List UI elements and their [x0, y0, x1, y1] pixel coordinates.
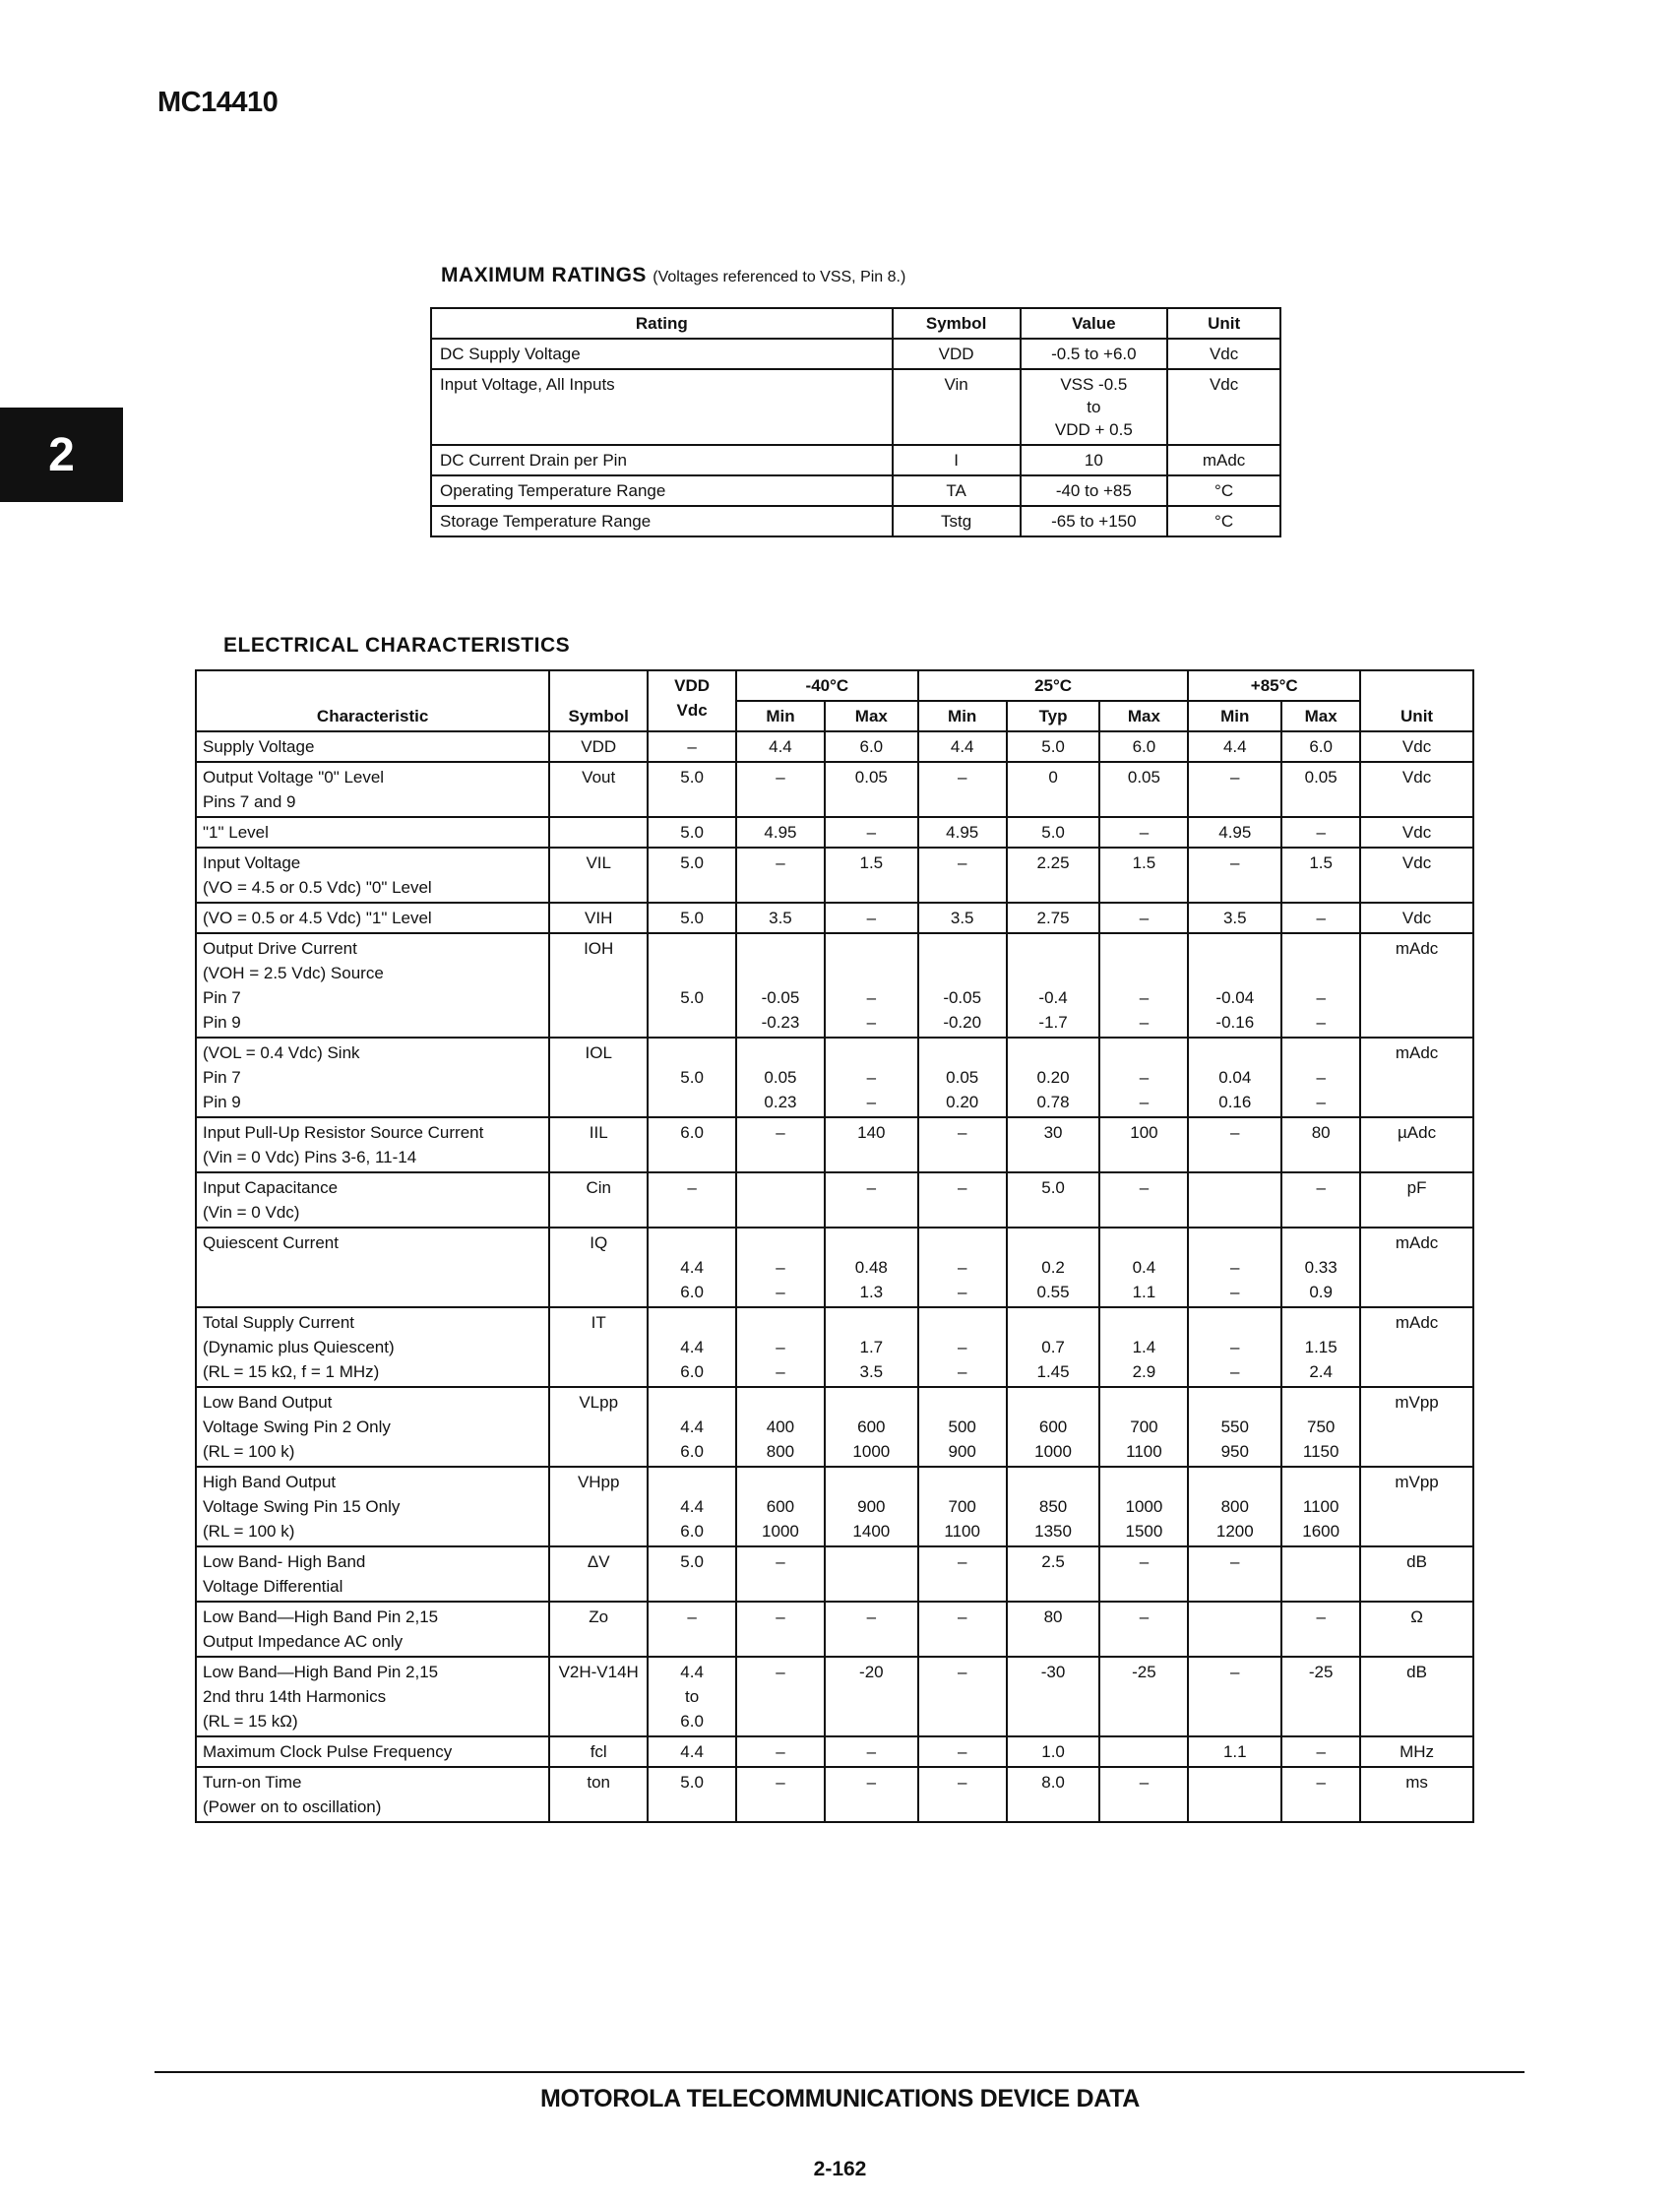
ec-header-row-1	[196, 670, 1473, 701]
t25-max-cell: –	[1099, 1602, 1188, 1657]
m40-max-cell: 600 1000	[825, 1387, 918, 1467]
m40-max-cell: 1.7 3.5	[825, 1307, 918, 1387]
m40-min-cell: 3.5	[736, 903, 825, 933]
t25-typ-cell: 2.25	[1007, 848, 1100, 903]
t25-min-cell: –	[918, 1767, 1007, 1822]
header-rating: Rating	[431, 308, 893, 339]
value-cell: VSS -0.5 to VDD + 0.5	[1021, 369, 1168, 445]
ec-row	[196, 1767, 1473, 1822]
symbol-cell: fcl	[549, 1736, 648, 1767]
p85-min-cell: 550 950	[1188, 1387, 1281, 1467]
m40-max-cell: 0.05	[825, 762, 918, 817]
p85-min-cell: –	[1188, 1117, 1281, 1172]
symbol-cell: ton	[549, 1767, 648, 1822]
p85-max-cell: –	[1281, 903, 1360, 933]
unit-cell: Vdc	[1360, 903, 1473, 933]
characteristic-cell: (VOL = 0.4 Vdc) Sink Pin 7 Pin 9	[196, 1038, 549, 1117]
t25-max-cell: 100	[1099, 1117, 1188, 1172]
t25-max-cell: 1.5	[1099, 848, 1188, 903]
p85-max-cell: 1.5	[1281, 848, 1360, 903]
symbol-cell: VIL	[549, 848, 648, 903]
vdd-cell: 4.4 6.0	[648, 1307, 736, 1387]
characteristic-cell: Input Capacitance (Vin = 0 Vdc)	[196, 1172, 549, 1228]
symbol-cell: I	[893, 445, 1021, 475]
p85-max-cell: 0.33 0.9	[1281, 1228, 1360, 1307]
t25-typ-cell: 5.0	[1007, 1172, 1100, 1228]
rating-cell: Operating Temperature Range	[431, 475, 893, 506]
p85-min-cell: –	[1188, 848, 1281, 903]
m40-max-cell: 0.48 1.3	[825, 1228, 918, 1307]
t25-typ-cell: 2.5	[1007, 1546, 1100, 1602]
symbol-cell: Vin	[893, 369, 1021, 445]
unit-cell: °C	[1167, 506, 1280, 536]
max-ratings-row	[431, 445, 1280, 475]
t25-min-cell: –	[918, 1117, 1007, 1172]
vdd-cell: 4.4 6.0	[648, 1228, 736, 1307]
p85-max-cell: 1.15 2.4	[1281, 1307, 1360, 1387]
ec-row	[196, 1657, 1473, 1736]
t25-min-cell: -0.05 -0.20	[918, 933, 1007, 1038]
vdd-cell: 5.0	[648, 1546, 736, 1602]
t25-max-cell: 1.4 2.9	[1099, 1307, 1188, 1387]
t25-typ-cell: 0	[1007, 762, 1100, 817]
p85-max-cell: –	[1281, 817, 1360, 848]
m40-max-cell: 900 1400	[825, 1467, 918, 1546]
ec-row	[196, 1307, 1473, 1387]
t25-typ-cell: 1.0	[1007, 1736, 1100, 1767]
unit-cell: pF	[1360, 1172, 1473, 1228]
ec-row	[196, 1228, 1473, 1307]
t25-max-cell: –	[1099, 903, 1188, 933]
m40-max-cell: –	[825, 1602, 918, 1657]
symbol-cell: IOL	[549, 1038, 648, 1117]
t25-min-cell: 3.5	[918, 903, 1007, 933]
ec-header-vdd: VDD Vdc	[648, 670, 736, 731]
vdd-cell: –	[648, 1172, 736, 1228]
symbol-cell: IOH	[549, 933, 648, 1038]
ec-row	[196, 1038, 1473, 1117]
ec-row	[196, 1117, 1473, 1172]
vdd-cell: 4.4 6.0	[648, 1467, 736, 1546]
t25-typ-cell: 0.2 0.55	[1007, 1228, 1100, 1307]
symbol-cell: IQ	[549, 1228, 648, 1307]
header-value: Value	[1021, 308, 1168, 339]
vdd-cell: 6.0	[648, 1117, 736, 1172]
ec-header-symbol: Symbol	[549, 670, 648, 731]
m40-max-cell: –	[825, 1172, 918, 1228]
p85-min-cell: –	[1188, 1657, 1281, 1736]
t25-min-cell: 4.4	[918, 731, 1007, 762]
vdd-cell: 4.4	[648, 1736, 736, 1767]
ec-header-min: Min	[1188, 701, 1281, 731]
m40-min-cell: 4.4	[736, 731, 825, 762]
section-tab: 2	[0, 408, 123, 502]
vdd-cell: 5.0	[648, 817, 736, 848]
part-number: MC14410	[157, 87, 279, 118]
ec-header-max: Max	[1099, 701, 1188, 731]
vdd-cell: –	[648, 731, 736, 762]
t25-max-cell: –	[1099, 1546, 1188, 1602]
max-ratings-row	[431, 369, 1280, 445]
t25-typ-cell: 600 1000	[1007, 1387, 1100, 1467]
symbol-cell: VLpp	[549, 1387, 648, 1467]
m40-max-cell: –	[825, 1736, 918, 1767]
t25-typ-cell: 80	[1007, 1602, 1100, 1657]
p85-min-cell: –	[1188, 1546, 1281, 1602]
ec-row	[196, 933, 1473, 1038]
ec-row	[196, 1387, 1473, 1467]
characteristic-cell: (VO = 0.5 or 4.5 Vdc) "1" Level	[196, 903, 549, 933]
unit-cell: Vdc	[1360, 848, 1473, 903]
max-ratings-heading: MAXIMUM RATINGS	[441, 264, 647, 286]
t25-min-cell: –	[918, 848, 1007, 903]
symbol-cell: VDD	[893, 339, 1021, 369]
p85-max-cell: –	[1281, 1602, 1360, 1657]
rating-cell: DC Current Drain per Pin	[431, 445, 893, 475]
p85-max-cell: 750 1150	[1281, 1387, 1360, 1467]
symbol-cell	[549, 817, 648, 848]
t25-typ-cell: 8.0	[1007, 1767, 1100, 1822]
unit-cell: Vdc	[1360, 762, 1473, 817]
unit-cell: Vdc	[1360, 817, 1473, 848]
t25-min-cell: –	[918, 1602, 1007, 1657]
t25-typ-cell: 0.7 1.45	[1007, 1307, 1100, 1387]
t25-typ-cell: -0.4 -1.7	[1007, 933, 1100, 1038]
characteristic-cell: Low Band Output Voltage Swing Pin 2 Only (RL = 100 k)	[196, 1387, 549, 1467]
unit-cell: MHz	[1360, 1736, 1473, 1767]
m40-min-cell: –	[736, 1657, 825, 1736]
t25-min-cell: 500 900	[918, 1387, 1007, 1467]
ec-row	[196, 1172, 1473, 1228]
footer-text: MOTOROLA TELECOMMUNICATIONS DEVICE DATA	[539, 2085, 1141, 2112]
m40-min-cell: 600 1000	[736, 1467, 825, 1546]
symbol-cell: Vout	[549, 762, 648, 817]
vdd-cell: 5.0	[648, 848, 736, 903]
m40-max-cell	[825, 1546, 918, 1602]
symbol-cell: Tstg	[893, 506, 1021, 536]
m40-min-cell: –	[736, 1602, 825, 1657]
t25-max-cell: 1000 1500	[1099, 1467, 1188, 1546]
ec-header-max: Max	[825, 701, 918, 731]
characteristic-cell: Input Voltage (VO = 4.5 or 0.5 Vdc) "0" Level	[196, 848, 549, 903]
t25-min-cell: –	[918, 762, 1007, 817]
max-ratings-table	[430, 307, 1281, 537]
p85-max-cell: –	[1281, 1736, 1360, 1767]
ec-row	[196, 817, 1473, 848]
characteristic-cell: High Band Output Voltage Swing Pin 15 Only (RL = 100 k)	[196, 1467, 549, 1546]
rating-cell: DC Supply Voltage	[431, 339, 893, 369]
m40-min-cell: 400 800	[736, 1387, 825, 1467]
characteristic-cell: Supply Voltage	[196, 731, 549, 762]
p85-max-cell: 1100 1600	[1281, 1467, 1360, 1546]
vdd-cell: 5.0	[648, 762, 736, 817]
symbol-cell: ΔV	[549, 1546, 648, 1602]
t25-min-cell: – –	[918, 1307, 1007, 1387]
symbol-cell: Cin	[549, 1172, 648, 1228]
p85-min-cell: 3.5	[1188, 903, 1281, 933]
t25-typ-cell: 850 1350	[1007, 1467, 1100, 1546]
t25-typ-cell: 30	[1007, 1117, 1100, 1172]
m40-max-cell: –	[825, 903, 918, 933]
p85-max-cell: 6.0	[1281, 731, 1360, 762]
characteristic-cell: Low Band—High Band Pin 2,15 Output Impedance AC only	[196, 1602, 549, 1657]
p85-min-cell: 0.04 0.16	[1188, 1038, 1281, 1117]
max-ratings-header-row	[431, 308, 1280, 339]
unit-cell: mAdc	[1360, 1307, 1473, 1387]
unit-cell: mAdc	[1167, 445, 1280, 475]
t25-max-cell: 0.4 1.1	[1099, 1228, 1188, 1307]
t25-max-cell: –	[1099, 1767, 1188, 1822]
symbol-cell: V2H-V14H	[549, 1657, 648, 1736]
header-unit: Unit	[1167, 308, 1280, 339]
p85-min-cell: – –	[1188, 1307, 1281, 1387]
footer-rule	[155, 2071, 1524, 2073]
m40-max-cell: -20	[825, 1657, 918, 1736]
m40-min-cell: –	[736, 762, 825, 817]
t25-typ-cell: 5.0	[1007, 817, 1100, 848]
vdd-cell: 5.0	[648, 903, 736, 933]
m40-min-cell: –	[736, 848, 825, 903]
p85-max-cell	[1281, 1546, 1360, 1602]
header-symbol: Symbol	[893, 308, 1021, 339]
t25-min-cell: 0.05 0.20	[918, 1038, 1007, 1117]
vdd-cell: 5.0	[648, 1767, 736, 1822]
m40-min-cell: –	[736, 1736, 825, 1767]
symbol-cell: VIH	[549, 903, 648, 933]
value-cell: 10	[1021, 445, 1168, 475]
vdd-cell: 5.0	[648, 933, 736, 1038]
m40-max-cell: – –	[825, 933, 918, 1038]
t25-max-cell: – –	[1099, 1038, 1188, 1117]
m40-min-cell: –	[736, 1767, 825, 1822]
p85-max-cell: – –	[1281, 933, 1360, 1038]
t25-max-cell	[1099, 1736, 1188, 1767]
t25-typ-cell: 5.0	[1007, 731, 1100, 762]
ec-header-min: Min	[918, 701, 1007, 731]
t25-min-cell: –	[918, 1546, 1007, 1602]
unit-cell: mAdc	[1360, 1228, 1473, 1307]
m40-max-cell: – –	[825, 1038, 918, 1117]
page-number: 2-162	[813, 2158, 867, 2180]
m40-max-cell: 1.5	[825, 848, 918, 903]
unit-cell: °C	[1167, 475, 1280, 506]
ec-header-temp-85: +85°C	[1188, 670, 1360, 701]
ec-header-max: Max	[1281, 701, 1360, 731]
p85-min-cell	[1188, 1767, 1281, 1822]
value-cell: -65 to +150	[1021, 506, 1168, 536]
p85-max-cell: –	[1281, 1767, 1360, 1822]
unit-cell: ms	[1360, 1767, 1473, 1822]
characteristic-cell: Output Voltage "0" Level Pins 7 and 9	[196, 762, 549, 817]
rating-cell: Input Voltage, All Inputs	[431, 369, 893, 445]
t25-max-cell: 700 1100	[1099, 1387, 1188, 1467]
p85-min-cell	[1188, 1602, 1281, 1657]
ec-header-characteristic: Characteristic	[196, 670, 549, 731]
m40-max-cell: 140	[825, 1117, 918, 1172]
unit-cell: mAdc	[1360, 1038, 1473, 1117]
characteristic-cell: Low Band- High Band Voltage Differential	[196, 1546, 549, 1602]
t25-max-cell: –	[1099, 1172, 1188, 1228]
m40-min-cell	[736, 1172, 825, 1228]
max-ratings-title	[441, 264, 905, 287]
unit-cell: Ω	[1360, 1602, 1473, 1657]
characteristic-cell: Maximum Clock Pulse Frequency	[196, 1736, 549, 1767]
unit-cell: mAdc	[1360, 933, 1473, 1038]
p85-max-cell: 80	[1281, 1117, 1360, 1172]
unit-cell: µAdc	[1360, 1117, 1473, 1172]
p85-min-cell: – –	[1188, 1228, 1281, 1307]
unit-cell: dB	[1360, 1657, 1473, 1736]
t25-typ-cell: -30	[1007, 1657, 1100, 1736]
p85-min-cell: 4.95	[1188, 817, 1281, 848]
m40-min-cell: –	[736, 1546, 825, 1602]
symbol-cell: TA	[893, 475, 1021, 506]
characteristic-cell: Low Band—High Band Pin 2,15 2nd thru 14th Harmonics (RL = 15 kΩ)	[196, 1657, 549, 1736]
m40-min-cell: –	[736, 1117, 825, 1172]
electrical-characteristics-title: ELECTRICAL CHARACTERISTICS	[223, 634, 571, 657]
t25-max-cell: –	[1099, 817, 1188, 848]
t25-max-cell: -25	[1099, 1657, 1188, 1736]
characteristic-cell: "1" Level	[196, 817, 549, 848]
symbol-cell: IT	[549, 1307, 648, 1387]
value-cell: -40 to +85	[1021, 475, 1168, 506]
m40-max-cell: –	[825, 817, 918, 848]
p85-max-cell: –	[1281, 1172, 1360, 1228]
t25-max-cell: 0.05	[1099, 762, 1188, 817]
ec-header-min: Min	[736, 701, 825, 731]
t25-min-cell: – –	[918, 1228, 1007, 1307]
m40-max-cell: 6.0	[825, 731, 918, 762]
max-ratings-subtitle: (Voltages referenced to VSS, Pin 8.)	[653, 269, 906, 285]
value-cell: -0.5 to +6.0	[1021, 339, 1168, 369]
t25-min-cell: 700 1100	[918, 1467, 1007, 1546]
p85-min-cell	[1188, 1172, 1281, 1228]
p85-min-cell: 1.1	[1188, 1736, 1281, 1767]
characteristic-cell: Output Drive Current (VOH = 2.5 Vdc) Source Pin 7 Pin 9	[196, 933, 549, 1038]
max-ratings-row	[431, 506, 1280, 536]
characteristic-cell: Input Pull-Up Resistor Source Current (Vin = 0 Vdc) Pins 3-6, 11-14	[196, 1117, 549, 1172]
vdd-cell: 4.4 to 6.0	[648, 1657, 736, 1736]
rating-cell: Storage Temperature Range	[431, 506, 893, 536]
ec-row	[196, 1736, 1473, 1767]
p85-min-cell: -0.04 -0.16	[1188, 933, 1281, 1038]
electrical-characteristics-table	[195, 669, 1474, 1823]
p85-max-cell: -25	[1281, 1657, 1360, 1736]
m40-min-cell: – –	[736, 1307, 825, 1387]
ec-header-temp-25: 25°C	[918, 670, 1189, 701]
characteristic-cell: Total Supply Current (Dynamic plus Quiescent) (RL = 15 kΩ, f = 1 MHz)	[196, 1307, 549, 1387]
ec-row	[196, 762, 1473, 817]
m40-min-cell: 0.05 0.23	[736, 1038, 825, 1117]
p85-min-cell: 4.4	[1188, 731, 1281, 762]
vdd-cell: 4.4 6.0	[648, 1387, 736, 1467]
t25-typ-cell: 0.20 0.78	[1007, 1038, 1100, 1117]
vdd-cell: –	[648, 1602, 736, 1657]
characteristic-cell: Quiescent Current	[196, 1228, 549, 1307]
ec-header-temp-minus40: -40°C	[736, 670, 918, 701]
max-ratings-row	[431, 339, 1280, 369]
unit-cell: Vdc	[1360, 731, 1473, 762]
symbol-cell: VHpp	[549, 1467, 648, 1546]
p85-min-cell: –	[1188, 762, 1281, 817]
unit-cell: Vdc	[1167, 339, 1280, 369]
ec-header-typ: Typ	[1007, 701, 1100, 731]
unit-cell: dB	[1360, 1546, 1473, 1602]
t25-max-cell: – –	[1099, 933, 1188, 1038]
t25-typ-cell: 2.75	[1007, 903, 1100, 933]
ec-row	[196, 1467, 1473, 1546]
t25-min-cell: –	[918, 1736, 1007, 1767]
symbol-cell: Zo	[549, 1602, 648, 1657]
m40-min-cell: – –	[736, 1228, 825, 1307]
ec-row	[196, 903, 1473, 933]
m40-min-cell: -0.05 -0.23	[736, 933, 825, 1038]
max-ratings-row	[431, 475, 1280, 506]
m40-min-cell: 4.95	[736, 817, 825, 848]
unit-cell: mVpp	[1360, 1387, 1473, 1467]
symbol-cell: IIL	[549, 1117, 648, 1172]
t25-min-cell: 4.95	[918, 817, 1007, 848]
m40-max-cell: –	[825, 1767, 918, 1822]
t25-min-cell: –	[918, 1657, 1007, 1736]
ec-header-unit: Unit	[1360, 670, 1473, 731]
symbol-cell: VDD	[549, 731, 648, 762]
unit-cell: Vdc	[1167, 369, 1280, 445]
t25-min-cell: –	[918, 1172, 1007, 1228]
characteristic-cell: Turn-on Time (Power on to oscillation)	[196, 1767, 549, 1822]
ec-row	[196, 1602, 1473, 1657]
p85-min-cell: 800 1200	[1188, 1467, 1281, 1546]
t25-max-cell: 6.0	[1099, 731, 1188, 762]
p85-max-cell: 0.05	[1281, 762, 1360, 817]
p85-max-cell: – –	[1281, 1038, 1360, 1117]
ec-row	[196, 848, 1473, 903]
vdd-cell: 5.0	[648, 1038, 736, 1117]
unit-cell: mVpp	[1360, 1467, 1473, 1546]
ec-row	[196, 731, 1473, 762]
ec-row	[196, 1546, 1473, 1602]
